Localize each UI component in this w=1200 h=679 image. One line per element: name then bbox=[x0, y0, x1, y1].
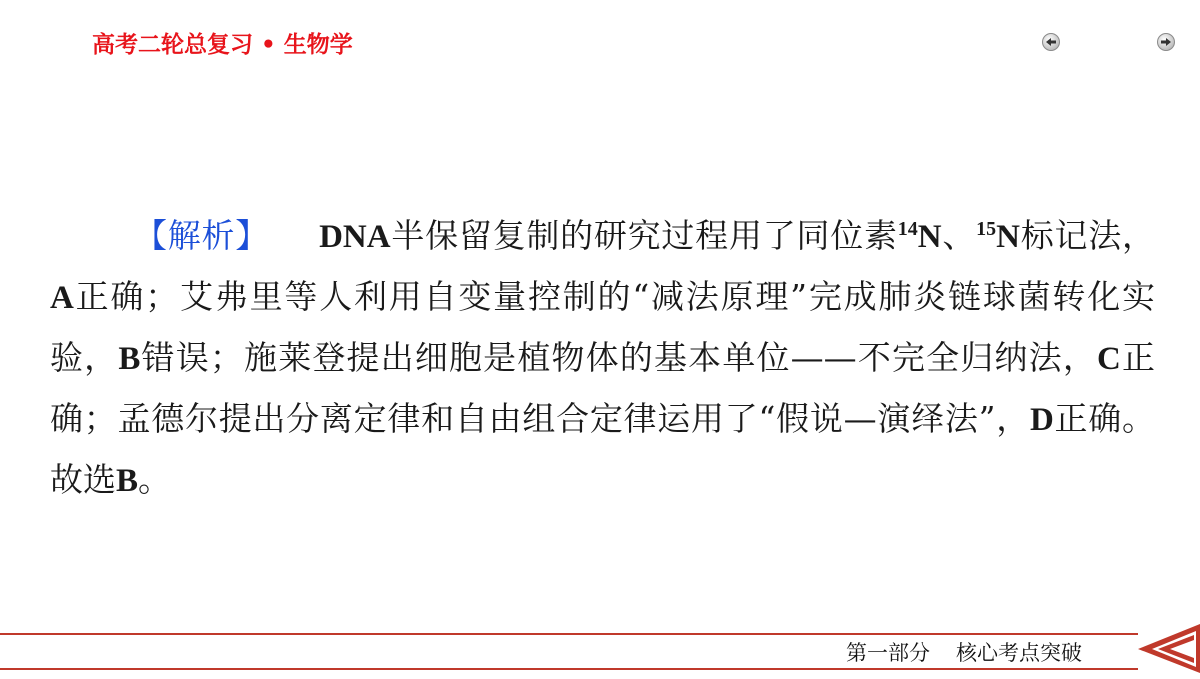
isotope-mass-14: 14 bbox=[897, 218, 918, 240]
double-left-chevron-icon[interactable] bbox=[1136, 622, 1200, 675]
text-segment: 半保留复制的研究过程用了同位素 bbox=[390, 216, 898, 255]
text-segment: 。 bbox=[138, 460, 172, 499]
footer-divider-top bbox=[0, 633, 1138, 635]
text-segment: 正确。故选 bbox=[50, 399, 1156, 499]
footer-part: 第一部分 bbox=[846, 641, 930, 665]
isotope-mass-15: 15 bbox=[976, 218, 997, 240]
text-segment: 、 bbox=[941, 216, 977, 255]
answer-b: B bbox=[116, 463, 139, 499]
text-dna: DNA bbox=[319, 219, 391, 255]
footer-divider-bottom bbox=[0, 668, 1138, 670]
text-segment: 正确；孟德尔提出分离定律和自由组合定律运用了“假说—演绎法”， bbox=[50, 338, 1156, 438]
footer-section-label bbox=[846, 637, 1082, 667]
back-arrow-icon[interactable] bbox=[1041, 32, 1061, 52]
option-d: D bbox=[1029, 402, 1054, 438]
isotope-element: N bbox=[996, 219, 1020, 255]
text-segment: 错误；施莱登提出细胞是植物体的基本单位——不完全归纳法， bbox=[140, 338, 1098, 377]
tag-label: 解析 bbox=[167, 216, 236, 255]
analysis-paragraph bbox=[50, 206, 1155, 511]
option-a: A bbox=[50, 280, 74, 316]
text-segment: 正确；艾弗里等人利用自变量控制的“减法原理”完成肺炎链球菌转化实验， bbox=[50, 277, 1155, 377]
header-title: 高考二轮总复习 • 生物学 bbox=[92, 32, 353, 58]
footer-section: 核心考点突破 bbox=[956, 641, 1082, 665]
option-b: B bbox=[118, 341, 141, 377]
isotope-element: N bbox=[917, 219, 942, 255]
forward-arrow-icon[interactable] bbox=[1156, 32, 1176, 52]
option-c: C bbox=[1097, 341, 1121, 377]
analysis-tag bbox=[134, 216, 269, 255]
text-segment: 标记法， bbox=[1019, 216, 1156, 255]
tag-bracket-open: 【 bbox=[134, 216, 168, 255]
tag-bracket-close: 】 bbox=[235, 216, 270, 255]
